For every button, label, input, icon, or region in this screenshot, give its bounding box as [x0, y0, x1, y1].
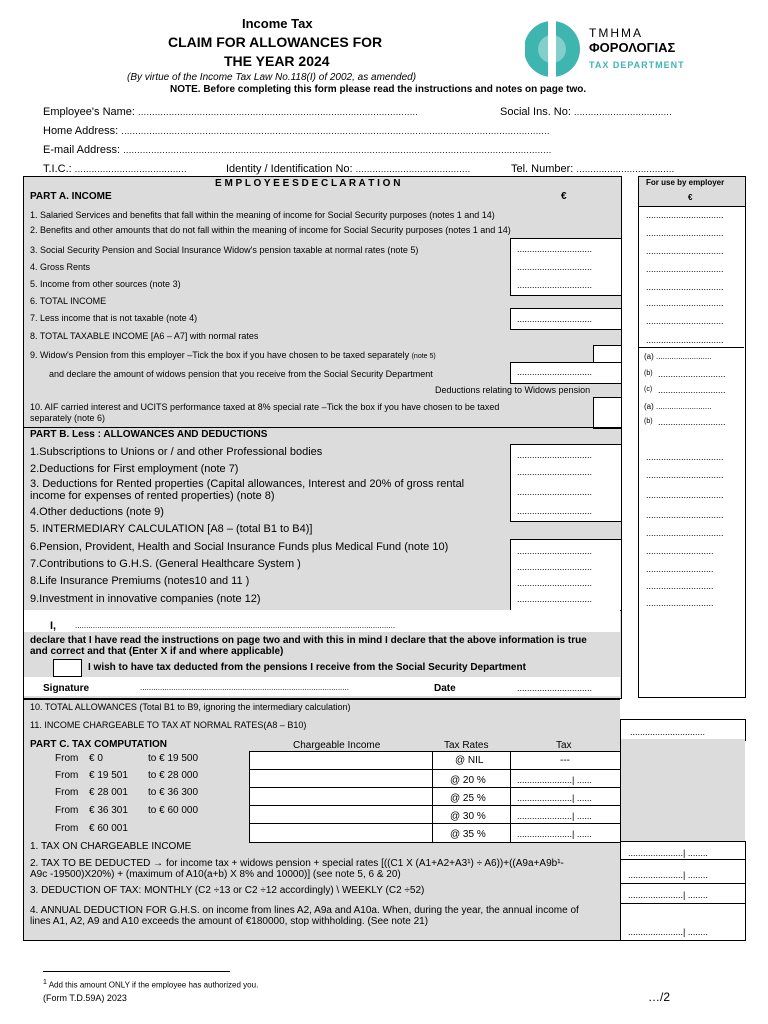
- email-row: [43, 144, 552, 156]
- pension-tax-tick-box[interactable]: [53, 659, 82, 677]
- bracket-4-tax[interactable]: ......................| ......: [517, 811, 592, 821]
- input-b8[interactable]: ..............................: [517, 578, 593, 588]
- bracket-3-rate: @ 25 %: [450, 793, 486, 804]
- bracket-3-tax[interactable]: ......................| ......: [517, 793, 592, 803]
- employer-a3[interactable]: ...............................: [646, 246, 724, 256]
- home-address-row: [43, 125, 550, 137]
- footnote-rule: [43, 971, 230, 972]
- home-address-field[interactable]: .........................................................................................................................................................: [121, 126, 550, 136]
- employer-mark-10b: (b): [644, 418, 653, 425]
- employer-mark-b: (b): [644, 370, 653, 377]
- employer-a2[interactable]: ...............................: [646, 228, 724, 238]
- declare-text-1: declare that I have read the instructions on page two and with this in mind I declare that the above information is true: [30, 635, 587, 646]
- tic-row: [43, 163, 187, 175]
- tax-line-c3: 3. DEDUCTION OF TAX: MONTHLY (C2 ÷13 or C2 ÷12 accordingly) \ WEEKLY (C2 ÷52): [30, 885, 425, 896]
- income-line-a2: 2. Benefits and other amounts that do not fall within the meaning of income for Social Security purposes (notes 1 and 14): [30, 225, 511, 235]
- part-b-title: PART B. Less : ALLOWANCES AND DEDUCTIONS: [30, 429, 268, 440]
- employer-b2[interactable]: ...............................: [646, 470, 724, 480]
- bracket-5-from: € 60 001: [89, 823, 128, 834]
- employer-euro: €: [688, 193, 693, 202]
- input-b4[interactable]: ..............................: [517, 506, 593, 516]
- employer-mark-c: (c): [644, 386, 653, 393]
- employer-b11[interactable]: ..............................: [630, 727, 706, 737]
- tel-field[interactable]: ...................................: [576, 164, 675, 174]
- footnote-text: Add this amount ONLY if the employee has authorized you.: [48, 980, 259, 990]
- instructions-note: NOTE. Before completing this form please read the instructions and notes on page two.: [170, 84, 587, 95]
- part-a-euro: €: [561, 191, 567, 202]
- deduction-line-b1: 1.Subscriptions to Unions or / and other Professional bodies: [30, 446, 323, 458]
- bracket-2-tax[interactable]: ......................| ......: [517, 775, 592, 785]
- employer-c4[interactable]: ......................| ........: [628, 927, 708, 937]
- signature-field[interactable]: ..............................................................................................: [140, 683, 349, 692]
- blank-box-10: [620, 699, 744, 719]
- deduction-line-b3a: 3. Deductions for Rented properties (Capital allowances, Interest and 20% of gross rental: [30, 478, 465, 490]
- tax-line-c2a: 2. TAX TO BE DEDUCTED → for income tax + widows pension + special rates [((C1 X (A1+A2+A3¹) ÷ A6))+((A9a+A9b¹-: [30, 858, 564, 869]
- employer-a1[interactable]: ...............................: [646, 210, 724, 220]
- social-ins-label: Social Ins. No:: [500, 106, 571, 118]
- income-line-a9a-text: 9. Widow's Pension from this employer –Tick the box if you have chosen to be taxed separately: [30, 350, 410, 360]
- tax-department-logo: [525, 16, 685, 82]
- deduction-line-b6: 6.Pension, Provident, Health and Social Insurance Funds plus Medical Fund (note 10): [30, 541, 449, 553]
- employer-c1[interactable]: ......................| ........: [628, 848, 708, 858]
- logo-english: TAX DEPARTMENT: [589, 60, 685, 70]
- bracket-4-from: € 36 301: [89, 805, 128, 816]
- form-number: (Form T.D.59A) 2023: [43, 993, 127, 1003]
- declarant-name-field[interactable]: ................................................................................................................................................: [75, 621, 396, 630]
- bracket-5-tax[interactable]: ......................| ......: [517, 829, 592, 839]
- law-reference: (By virtue of the Income Tax Law No.118(I) of 2002, as amended): [127, 72, 417, 83]
- logo-mark-icon: [525, 16, 585, 82]
- bracket-1-rate: @ NIL: [455, 755, 484, 766]
- employer-a10a[interactable]: (a) .........................: [644, 402, 712, 411]
- employer-b7[interactable]: ...........................: [646, 564, 714, 574]
- input-b3[interactable]: ..............................: [517, 487, 593, 497]
- employer-a7[interactable]: ...............................: [646, 316, 724, 326]
- bracket-2-rate: @ 20 %: [450, 775, 486, 786]
- employer-c2[interactable]: ......................| ........: [628, 870, 708, 880]
- deduction-line-b5: 5. INTERMEDIARY CALCULATION [A8 – (total B1 to B4)]: [30, 523, 313, 535]
- employer-b5[interactable]: ...............................: [646, 528, 724, 538]
- income-line-a3: 3. Social Security Pension and Social Insurance Widow's pension taxable at normal rates (note 5): [30, 245, 419, 255]
- employer-a9a[interactable]: (a) .........................: [644, 352, 712, 361]
- employer-c3[interactable]: ......................| ........: [628, 890, 708, 900]
- income-line-a10a: 10. AIF carried interest and UCITS performance taxed at 8% special rate –Tick the box if you have chosen to be taxed: [30, 402, 500, 412]
- employee-name-label: Employee's Name:: [43, 106, 135, 118]
- employer-a8[interactable]: ...............................: [646, 335, 724, 345]
- logo-greek-line2: ΦΟΡΟΛΟΓΙΑΣ: [589, 40, 676, 55]
- col-tax: Tax: [556, 740, 572, 751]
- input-b2[interactable]: ..............................: [517, 467, 593, 477]
- income-line-a9b: and declare the amount of widows pension that you receive from the Social Security Department: [49, 369, 433, 379]
- identity-row: [226, 163, 470, 175]
- tic-label: T.I.C.:: [43, 163, 72, 175]
- widows-tick-box[interactable]: [593, 345, 622, 363]
- home-address-label: Home Address:: [43, 125, 119, 137]
- widows-deductions-label: Deductions relating to Widows pension: [435, 385, 591, 395]
- employer-column-title: For use by employer: [646, 178, 725, 187]
- employer-b4[interactable]: ...............................: [646, 510, 724, 520]
- deduction-line-b4: 4.Other deductions (note 9): [30, 506, 164, 518]
- employer-b9[interactable]: ...........................: [646, 598, 714, 608]
- input-a9b[interactable]: ..............................: [517, 367, 593, 377]
- form-title-year: THE YEAR 2024: [224, 53, 330, 69]
- employer-b6[interactable]: ...........................: [646, 546, 714, 556]
- logo-greek-line1: ΤΜΗΜΑ: [589, 26, 643, 40]
- input-a7[interactable]: ..............................: [517, 314, 593, 324]
- deduction-line-b7: 7.Contributions to G.H.S. (General Healthcare System ): [30, 558, 301, 570]
- employer-a9c[interactable]: ...........................: [658, 385, 726, 395]
- bracket-5-from-label: From: [55, 823, 79, 834]
- income-line-a1: 1. Salaried Services and benefits that fall within the meaning of income for Social Security purposes (notes 1 and 14): [30, 210, 495, 220]
- bracket-2-to: to € 28 000: [148, 770, 199, 781]
- bracket-2-from-label: From: [55, 770, 79, 781]
- bracket-1-tax: ---: [560, 755, 570, 766]
- footnote: [43, 979, 258, 990]
- input-a3[interactable]: ..............................: [517, 244, 593, 254]
- bracket-3-from: € 28 001: [89, 787, 128, 798]
- employer-a6[interactable]: ...............................: [646, 298, 724, 308]
- identity-label: Identity / Identification No:: [226, 163, 353, 175]
- date-field[interactable]: ..............................: [517, 683, 593, 693]
- form-title-income-tax: Income Tax: [242, 16, 313, 31]
- income-line-a10b: separately (note 6): [30, 413, 106, 423]
- deduction-line-b9: 9.Investment in innovative companies (note 12): [30, 593, 261, 605]
- declare-text-2: [30, 646, 283, 657]
- bracket-1-to: to € 19 500: [148, 753, 199, 764]
- tel-row: [511, 163, 674, 175]
- tic-field[interactable]: ........................................: [74, 164, 187, 174]
- bracket-1-from: € 0: [89, 753, 103, 764]
- bracket-4-rate: @ 30 %: [450, 811, 486, 822]
- tax-line-c4b: lines A1, A2, A9 and A10 exceeds the amount of €180000, stop withholding. (See note 21): [30, 916, 429, 927]
- declaration-title: E M P L O Y E E S D E C L A R A T I O N: [215, 178, 401, 189]
- employer-part-c-area: [620, 739, 745, 841]
- pension-tax-text: I wish to have tax deducted from the pensions I receive from the Social Security Department: [88, 662, 526, 673]
- employee-name-row: [43, 106, 418, 118]
- employer-b8[interactable]: ...........................: [646, 581, 714, 591]
- social-ins-field[interactable]: ...................................: [573, 107, 673, 117]
- signature-label: Signature: [43, 683, 90, 694]
- bracket-1-from-label: From: [55, 753, 79, 764]
- col-tax-rates: Tax Rates: [444, 740, 489, 751]
- form-title-claim: CLAIM FOR ALLOWANCES FOR: [168, 34, 383, 50]
- deduction-line-b3b: income for expenses of rented properties) (note 8): [30, 490, 275, 502]
- employer-a10b[interactable]: ...........................: [658, 417, 726, 427]
- social-ins-row: [500, 106, 672, 118]
- input-b7[interactable]: ..............................: [517, 562, 593, 572]
- income-line-a7: 7. Less income that is not taxable (note 4): [30, 313, 198, 323]
- date-label: Date: [434, 683, 456, 694]
- col-chargeable-income: Chargeable Income: [293, 740, 381, 751]
- employer-a9b[interactable]: ...........................: [658, 369, 726, 379]
- input-b1[interactable]: ..............................: [517, 450, 593, 460]
- input-a4[interactable]: ..............................: [517, 262, 593, 272]
- employer-b3[interactable]: ...............................: [646, 490, 724, 500]
- employer-a5[interactable]: ...............................: [646, 282, 724, 292]
- employer-a4[interactable]: ...............................: [646, 264, 724, 274]
- bracket-4-from-label: From: [55, 805, 79, 816]
- input-b6[interactable]: ..............................: [517, 546, 593, 556]
- input-b9[interactable]: ..............................: [517, 594, 593, 604]
- income-line-a5: 5. Income from other sources (note 3): [30, 279, 181, 289]
- income-line-a9a-note: (note 5): [411, 353, 436, 360]
- total-allowances-line: 10. TOTAL ALLOWANCES (Total B1 to B9, ignoring the intermediary calculation): [30, 702, 351, 712]
- page-continuation: …/2: [648, 990, 671, 1004]
- chargeable-income-line: 11. INCOME CHARGEABLE TO TAX AT NORMAL RATES(A8 – B10): [30, 720, 307, 730]
- bracket-2-from: € 19 501: [89, 770, 128, 781]
- income-line-a9a: [30, 350, 436, 360]
- bracket-3-from-label: From: [55, 787, 79, 798]
- bracket-3-to: to € 36 300: [148, 787, 199, 798]
- employer-b1[interactable]: ...............................: [646, 452, 724, 462]
- declare-i-label: I,: [50, 620, 57, 632]
- input-a5[interactable]: ..............................: [517, 280, 593, 290]
- identity-field[interactable]: .........................................: [355, 164, 471, 174]
- deduction-line-b8: 8.Life Insurance Premiums (notes10 and 11 ): [30, 575, 250, 587]
- tax-line-c4a: 4. ANNUAL DEDUCTION FOR G.H.S. on income from lines A2, A9a and A10a. When, during the year, the annual income of: [30, 905, 579, 916]
- income-line-a8: 8. TOTAL TAXABLE INCOME [A6 – A7] with normal rates: [30, 331, 259, 341]
- bracket-4-to: to € 60 000: [148, 805, 199, 816]
- tel-label: Tel. Number:: [511, 163, 574, 175]
- declare-text-2-content: and correct and that (Enter X if and where applicable): [30, 646, 284, 657]
- tax-line-c2b: A9c -19500)X20%) + (maximum of A10(a+b) X 8% and 10000)] (see note 5, 6 & 20): [30, 869, 401, 880]
- deduction-line-b2: 2.Deductions for First employment (note 7): [30, 463, 239, 475]
- income-line-a4: 4. Gross Rents: [30, 262, 91, 272]
- aif-tick-box[interactable]: [593, 397, 622, 429]
- employee-name-field[interactable]: ....................................................................................................: [138, 107, 419, 117]
- income-line-a6: 6. TOTAL INCOME: [30, 296, 107, 306]
- part-a-title: PART A. INCOME: [30, 191, 112, 202]
- tax-line-c1: 1. TAX ON CHARGEABLE INCOME: [30, 841, 192, 852]
- footnote-mark: 1: [43, 979, 47, 986]
- part-c-title: PART C. TAX COMPUTATION: [30, 739, 168, 750]
- email-field[interactable]: .........................................................................................................................................................: [123, 145, 552, 155]
- bracket-5-rate: @ 35 %: [450, 829, 486, 840]
- email-label: E-mail Address:: [43, 144, 121, 156]
